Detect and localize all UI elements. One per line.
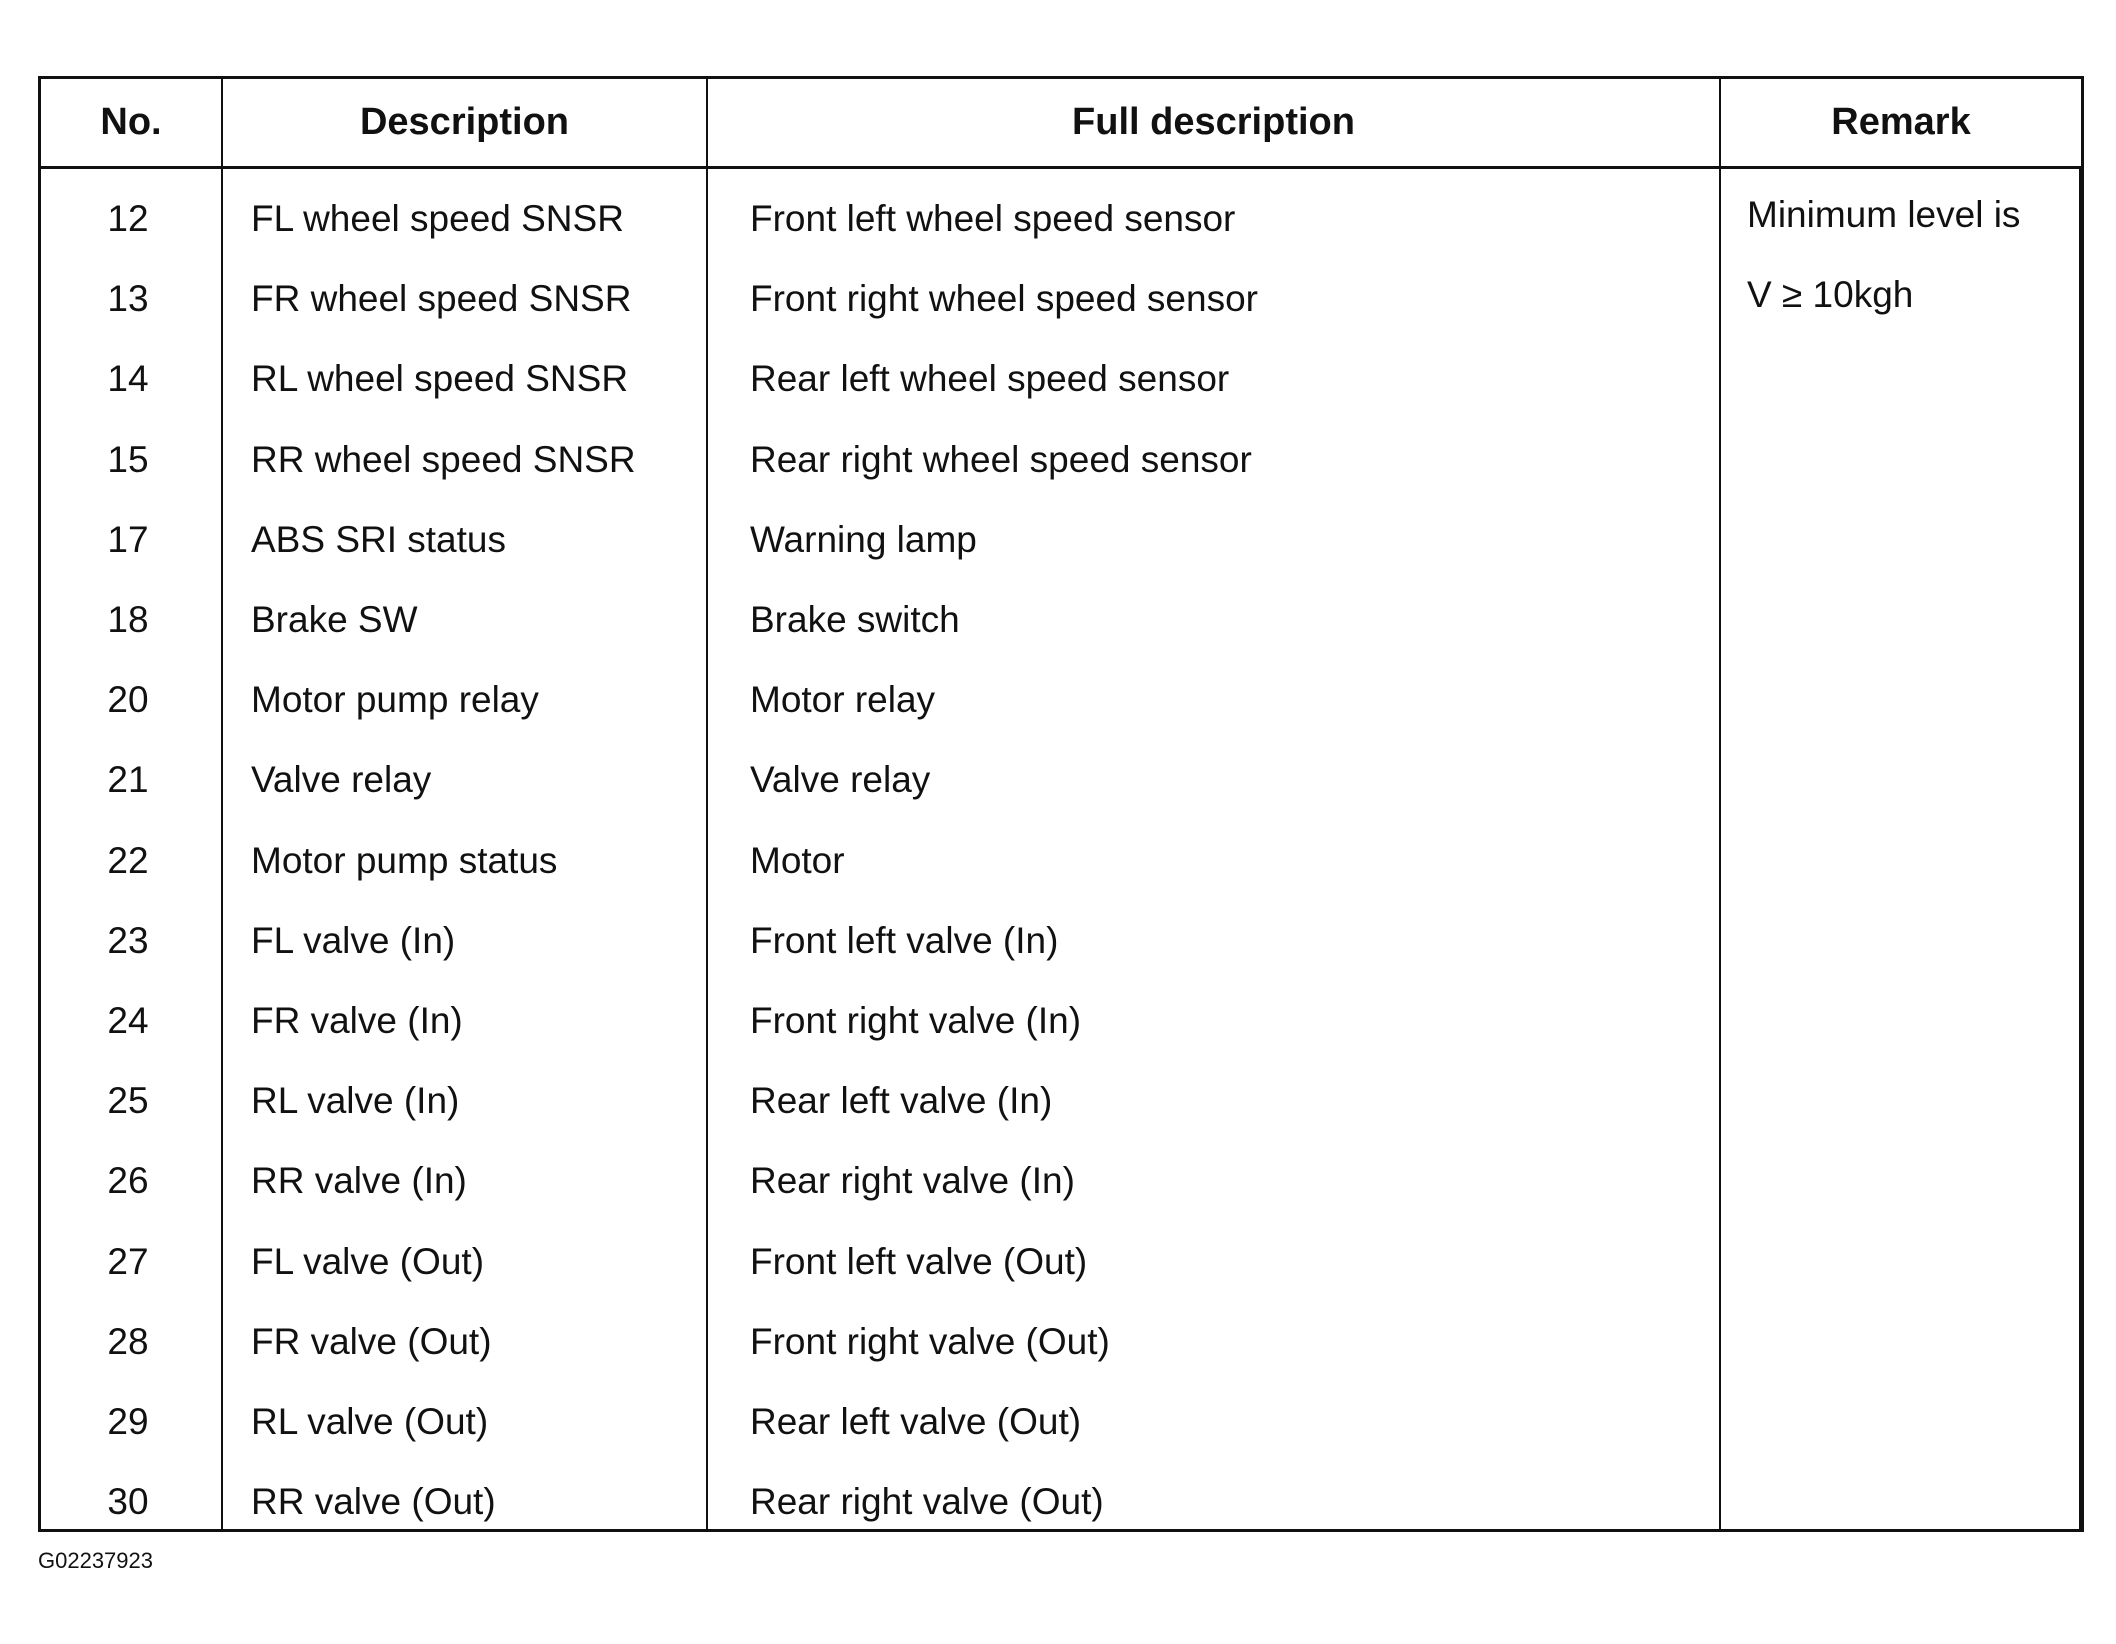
cell-description: Valve relay: [251, 759, 432, 801]
cell-description: Motor pump status: [251, 839, 558, 881]
cell-description: RL valve (Out): [251, 1400, 489, 1442]
cell-full-description: Warning lamp: [750, 518, 977, 560]
cell-full-description: Motor relay: [750, 679, 936, 721]
remark-line-1: Minimum level is: [1747, 194, 2021, 235]
cell-full-description: Brake switch: [750, 599, 960, 641]
cell-description: FR valve (In): [251, 999, 463, 1041]
cell-description: RR valve (In): [251, 1160, 467, 1202]
figure-id: G02237923: [38, 1548, 153, 1573]
cell-no: 13: [107, 278, 149, 320]
cell-no: 24: [107, 999, 149, 1041]
table-row: [41, 1061, 2081, 1141]
remark-cell: [1721, 169, 2081, 335]
cell-full-description: Front left valve (In): [750, 919, 1059, 961]
cell-description: Motor pump relay: [251, 679, 539, 721]
cell-no: 27: [107, 1240, 149, 1282]
cell-no: 29: [107, 1400, 149, 1442]
cell-full-description: Rear left valve (In): [750, 1080, 1053, 1122]
table-row: [41, 420, 2081, 500]
data-table: [38, 76, 2084, 1532]
table-row: [41, 500, 2081, 580]
cell-no: 18: [107, 599, 149, 641]
table-row: [41, 740, 2081, 820]
cell-full-description: Rear left valve (Out): [750, 1400, 1082, 1442]
cell-no: 20: [107, 679, 149, 721]
cell-description: RL valve (In): [251, 1080, 460, 1122]
cell-full-description: Front left wheel speed sensor: [750, 198, 1236, 240]
cell-description: Brake SW: [251, 599, 418, 641]
table-row: [41, 1382, 2081, 1462]
cell-full-description: Front right valve (In): [750, 999, 1082, 1041]
table-rows: [41, 169, 2081, 1542]
table-row: [41, 1302, 2081, 1382]
cell-description: RR wheel speed SNSR: [251, 438, 636, 480]
table-row: [41, 1462, 2081, 1542]
table-row: [41, 901, 2081, 981]
table-body: [41, 169, 2081, 1529]
cell-description: FR wheel speed SNSR: [251, 278, 632, 320]
cell-full-description: Valve relay: [750, 759, 931, 801]
cell-no: 25: [107, 1080, 149, 1122]
header-no: No.: [41, 79, 223, 166]
header-full-description: Full description: [708, 79, 1721, 166]
cell-full-description: Rear right wheel speed sensor: [750, 438, 1252, 480]
table-header: [41, 79, 2081, 169]
cell-no: 14: [107, 358, 149, 400]
cell-no: 22: [107, 839, 149, 881]
table-row: [41, 821, 2081, 901]
cell-no: 12: [107, 198, 149, 240]
cell-full-description: Front right wheel speed sensor: [750, 278, 1258, 320]
table-row: [41, 981, 2081, 1061]
remark-line-2: V ≥ 10kgh: [1747, 274, 1914, 315]
cell-description: FL valve (Out): [251, 1240, 485, 1282]
cell-full-description: Front left valve (Out): [750, 1240, 1088, 1282]
cell-no: 28: [107, 1320, 149, 1362]
cell-description: RR valve (Out): [251, 1481, 496, 1523]
cell-no: 30: [107, 1481, 149, 1523]
cell-full-description: Rear right valve (Out): [750, 1481, 1104, 1523]
cell-full-description: Rear right valve (In): [750, 1160, 1075, 1202]
cell-no: 21: [107, 759, 149, 801]
cell-full-description: Rear left wheel speed sensor: [750, 358, 1230, 400]
table-row: [41, 580, 2081, 660]
header-description: Description: [223, 79, 708, 166]
table-row: [41, 1141, 2081, 1221]
cell-no: 23: [107, 919, 149, 961]
cell-description: ABS SRI status: [251, 518, 506, 560]
cell-full-description: Motor: [750, 839, 845, 881]
table-row: [41, 660, 2081, 740]
cell-description: FL wheel speed SNSR: [251, 198, 624, 240]
cell-no: 26: [107, 1160, 149, 1202]
table-row: [41, 339, 2081, 419]
cell-description: FR valve (Out): [251, 1320, 492, 1362]
table-row: [41, 1221, 2081, 1301]
header-remark: Remark: [1831, 101, 1971, 143]
cell-full-description: Front right valve (Out): [750, 1320, 1110, 1362]
cell-no: 15: [107, 438, 149, 480]
cell-no: 17: [107, 518, 149, 560]
cell-description: FL valve (In): [251, 919, 456, 961]
cell-description: RL wheel speed SNSR: [251, 358, 629, 400]
